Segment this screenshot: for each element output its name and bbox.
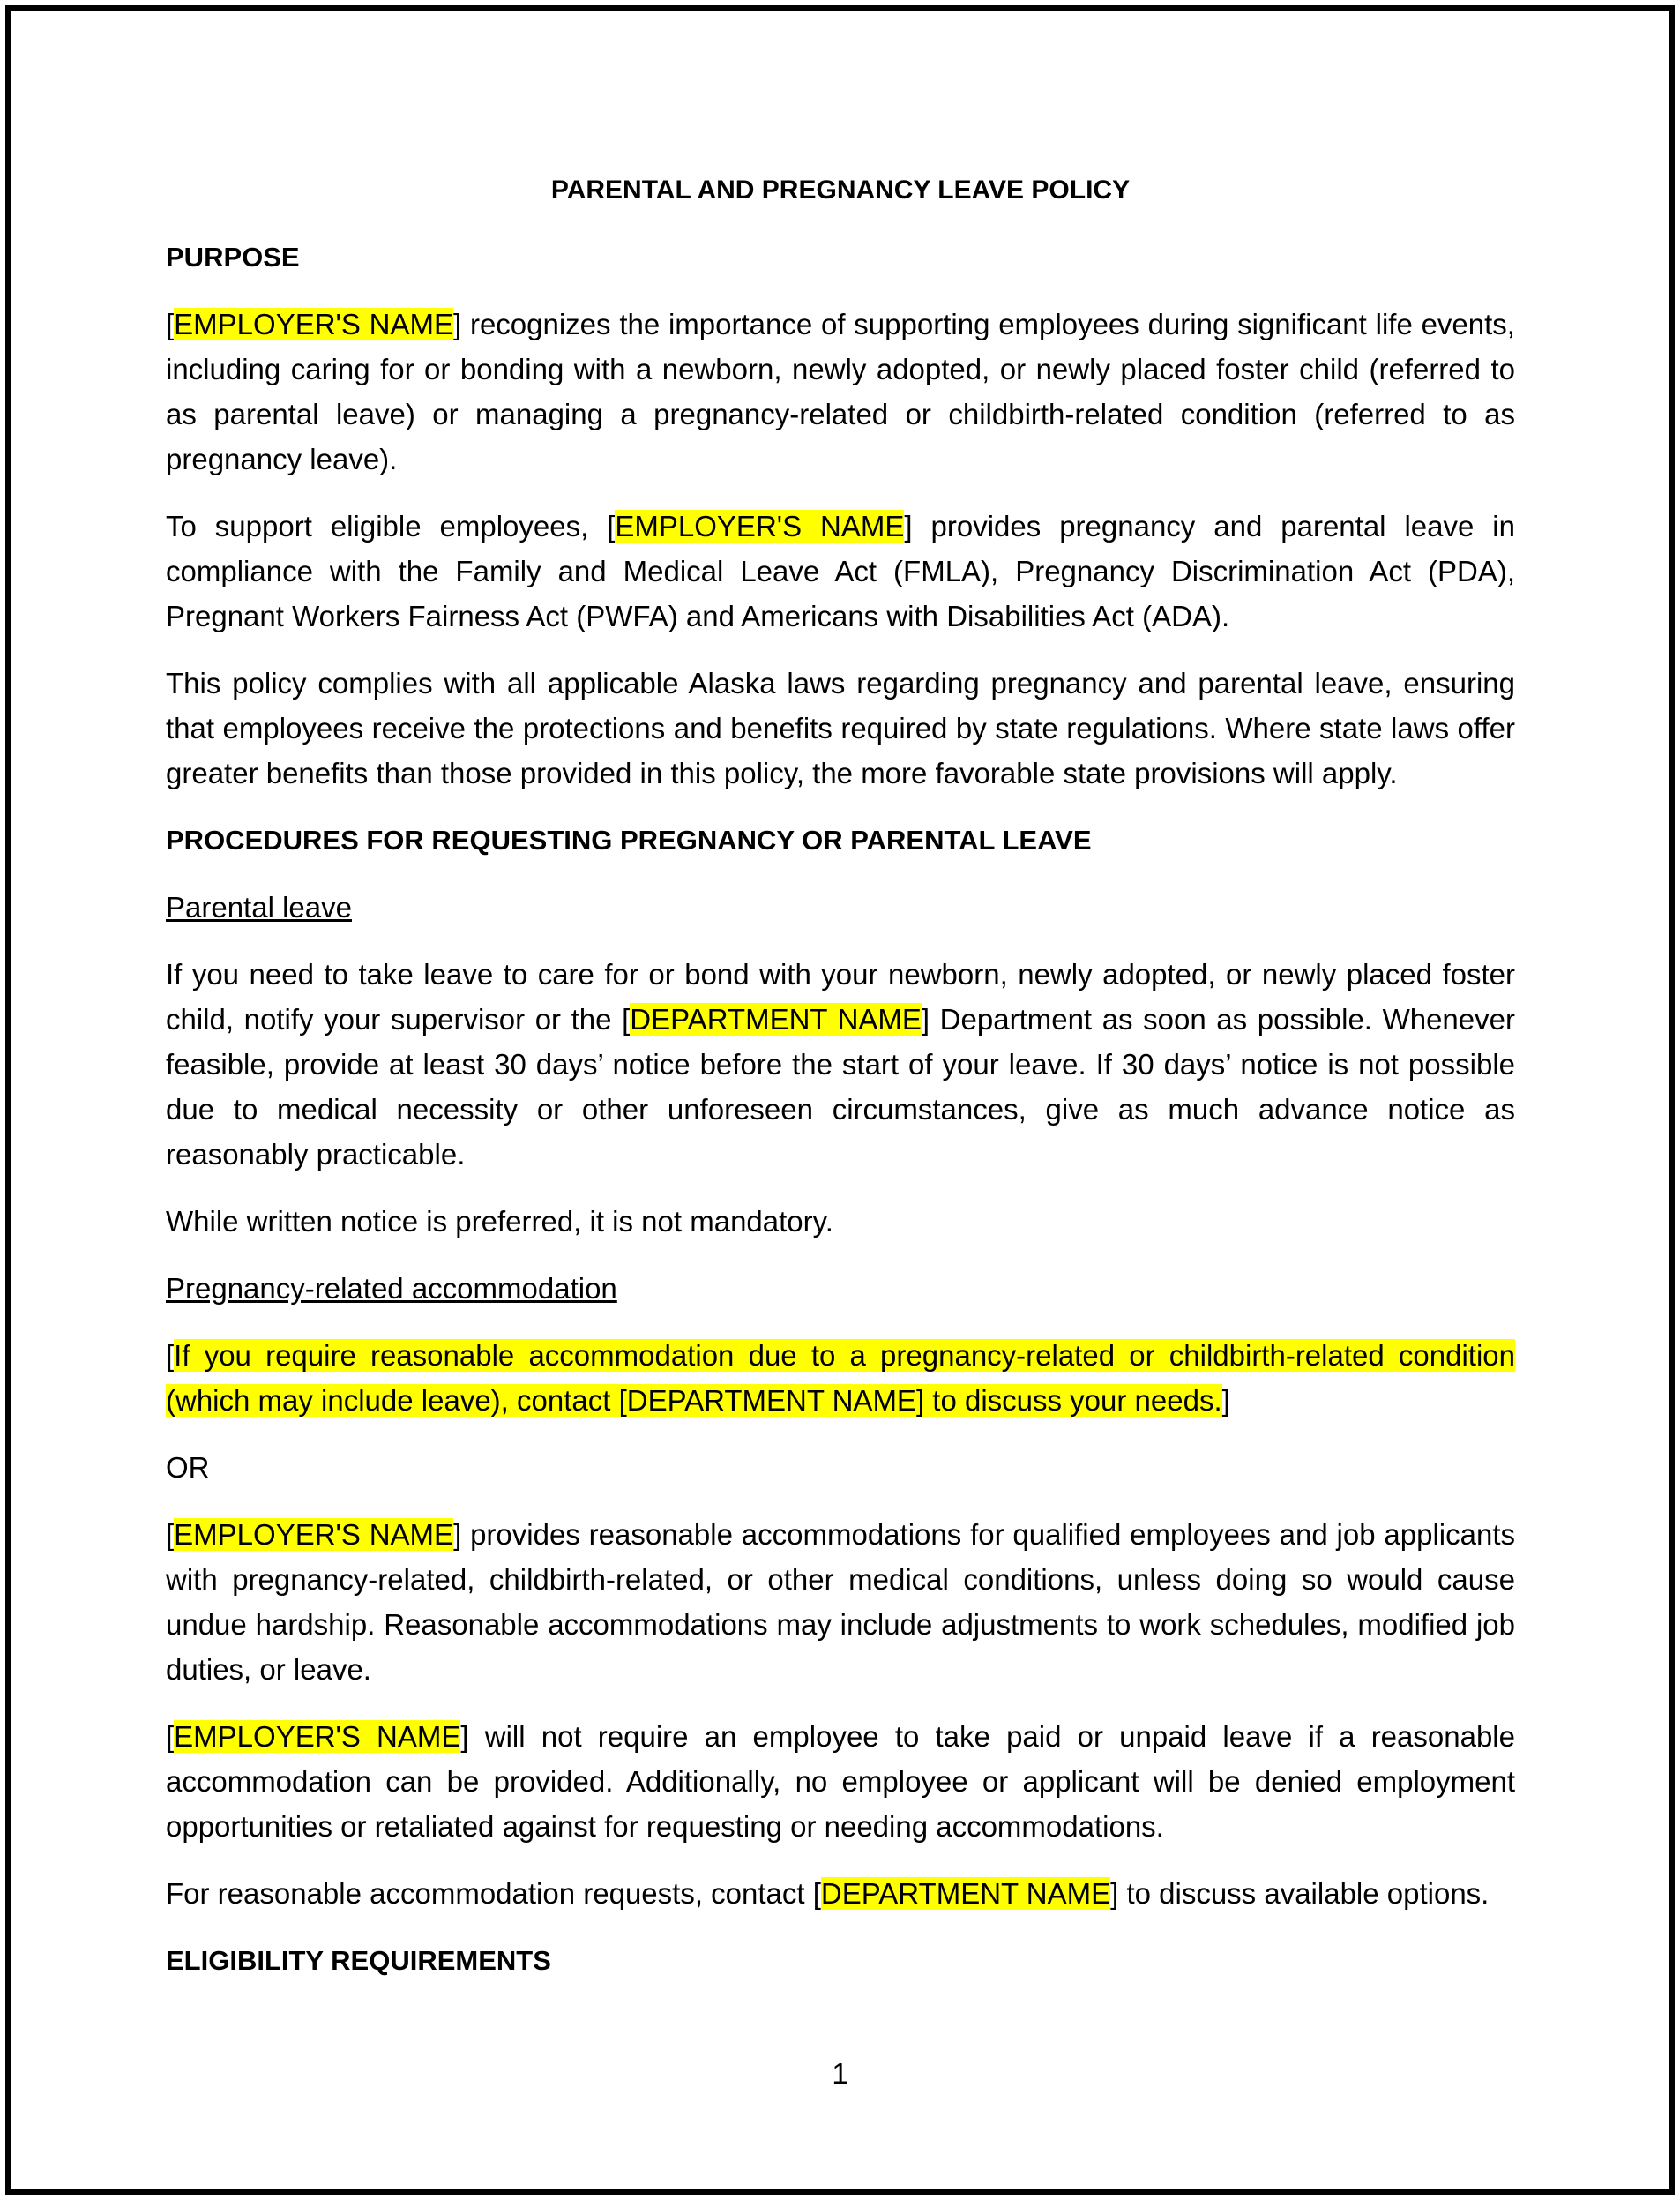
department-name-placeholder: DEPARTMENT NAME <box>630 1003 922 1036</box>
parental-leave-subheading: Parental leave <box>166 891 352 924</box>
paragraph-text: If you need to take leave to care for or bond with your newborn, newly adopted, or newly placed foster child, notify your supervisor or the [ <box>166 958 1515 1036</box>
bracket-text: [ <box>166 308 175 340</box>
or-separator: OR <box>166 1451 210 1484</box>
procedures-heading: PROCEDURES FOR REQUESTING PREGNANCY OR PARENTAL LEAVE <box>166 825 1092 856</box>
bracket-text: [ <box>166 1339 175 1372</box>
paragraph-text: For reasonable accommodation requests, contact [ <box>166 1877 821 1910</box>
parental-leave-paragraph <box>166 952 1515 1177</box>
department-name-placeholder: DEPARTMENT NAME <box>820 1877 1111 1910</box>
employer-name-placeholder: EMPLOYER'S NAME <box>174 1518 454 1551</box>
paragraph-text: ] provides reasonable accommodations for qualified employees and job applicants with pregnancy-related, childbirth-related, or other medical conditions, unless doing so would cause undue hardship. Reasonable accommodations may include adjustments to work schedules, modified job duties, or leave. <box>166 1518 1515 1686</box>
paragraph-text: ] will not require an employee to take paid or unpaid leave if a reasonable accommodation can be provided. Additionally, no employee or applicant will be denied employment opportunities or retaliated against for requesting or needing accommodations. <box>166 1720 1515 1843</box>
bracket-text: [ <box>166 1720 175 1753</box>
paragraph-text: ] recognizes the importance of supporting employees during significant life events, including caring for or bonding with a newborn, newly adopted, or newly placed foster child (referred to as parental leave) or managing a pregnancy-related or childbirth-related condition (referred to as pregnancy leave). <box>166 308 1515 475</box>
paragraph-text: ] provides pregnancy and parental leave in compliance with the Family and Medical Leave Act (FMLA), Pregnancy Discrimination Act (PDA), Pregnant Workers Fairness Act (PWFA) and Americans with Disabilities Act (ADA). <box>166 510 1515 632</box>
purpose-paragraph-1 <box>166 302 1515 482</box>
eligibility-heading: ELIGIBILITY REQUIREMENTS <box>166 1945 551 1976</box>
paragraph-text: ] Department as soon as possible. Whenever feasible, provide at least 30 days’ notice before the start of your leave. If 30 days’ notice is not possible due to medical necessity or other unforeseen circumstances, give as much advance notice as reasonably practicable. <box>166 1003 1515 1171</box>
pregnancy-accommodation-subheading: Pregnancy-related accommodation <box>166 1272 617 1305</box>
purpose-paragraph-2 <box>166 504 1515 639</box>
bracket-text: [ <box>166 1518 175 1551</box>
written-notice-paragraph: While written notice is preferred, it is not mandatory. <box>166 1205 833 1238</box>
bracket-text: ] <box>1221 1384 1230 1417</box>
accommodation-option-a <box>166 1333 1515 1423</box>
contact-paragraph <box>166 1871 1515 1916</box>
employer-name-placeholder: EMPLOYER'S NAME <box>174 308 453 340</box>
purpose-paragraph-3: This policy complies with all applicable Alaska laws regarding pregnancy and parental leave, ensuring that employees receive the protections and benefits required by state regulations. Where state laws offer greater benefits than those provided in this policy, the more favorable state provisions will apply. <box>166 667 1515 789</box>
no-forced-leave-paragraph <box>166 1714 1515 1849</box>
paragraph-text: ] to discuss available options. <box>1110 1877 1490 1910</box>
page-number: 1 <box>832 2057 848 2090</box>
purpose-heading: PURPOSE <box>166 242 300 273</box>
accommodation-option-b <box>166 1512 1515 1692</box>
document-title: PARENTAL AND PREGNANCY LEAVE POLICY <box>550 176 1131 205</box>
optional-clause-highlight: If you require reasonable accommodation due to a pregnancy-related or childbirth-related condition (which may include leave), contact [DEPARTMENT NAME] to discuss your needs. <box>166 1339 1515 1417</box>
employer-name-placeholder: EMPLOYER'S NAME <box>615 510 905 543</box>
employer-name-placeholder: EMPLOYER'S NAME <box>174 1720 461 1753</box>
document-body <box>166 168 1515 2005</box>
paragraph-text: To support eligible employees, [ <box>166 510 616 543</box>
